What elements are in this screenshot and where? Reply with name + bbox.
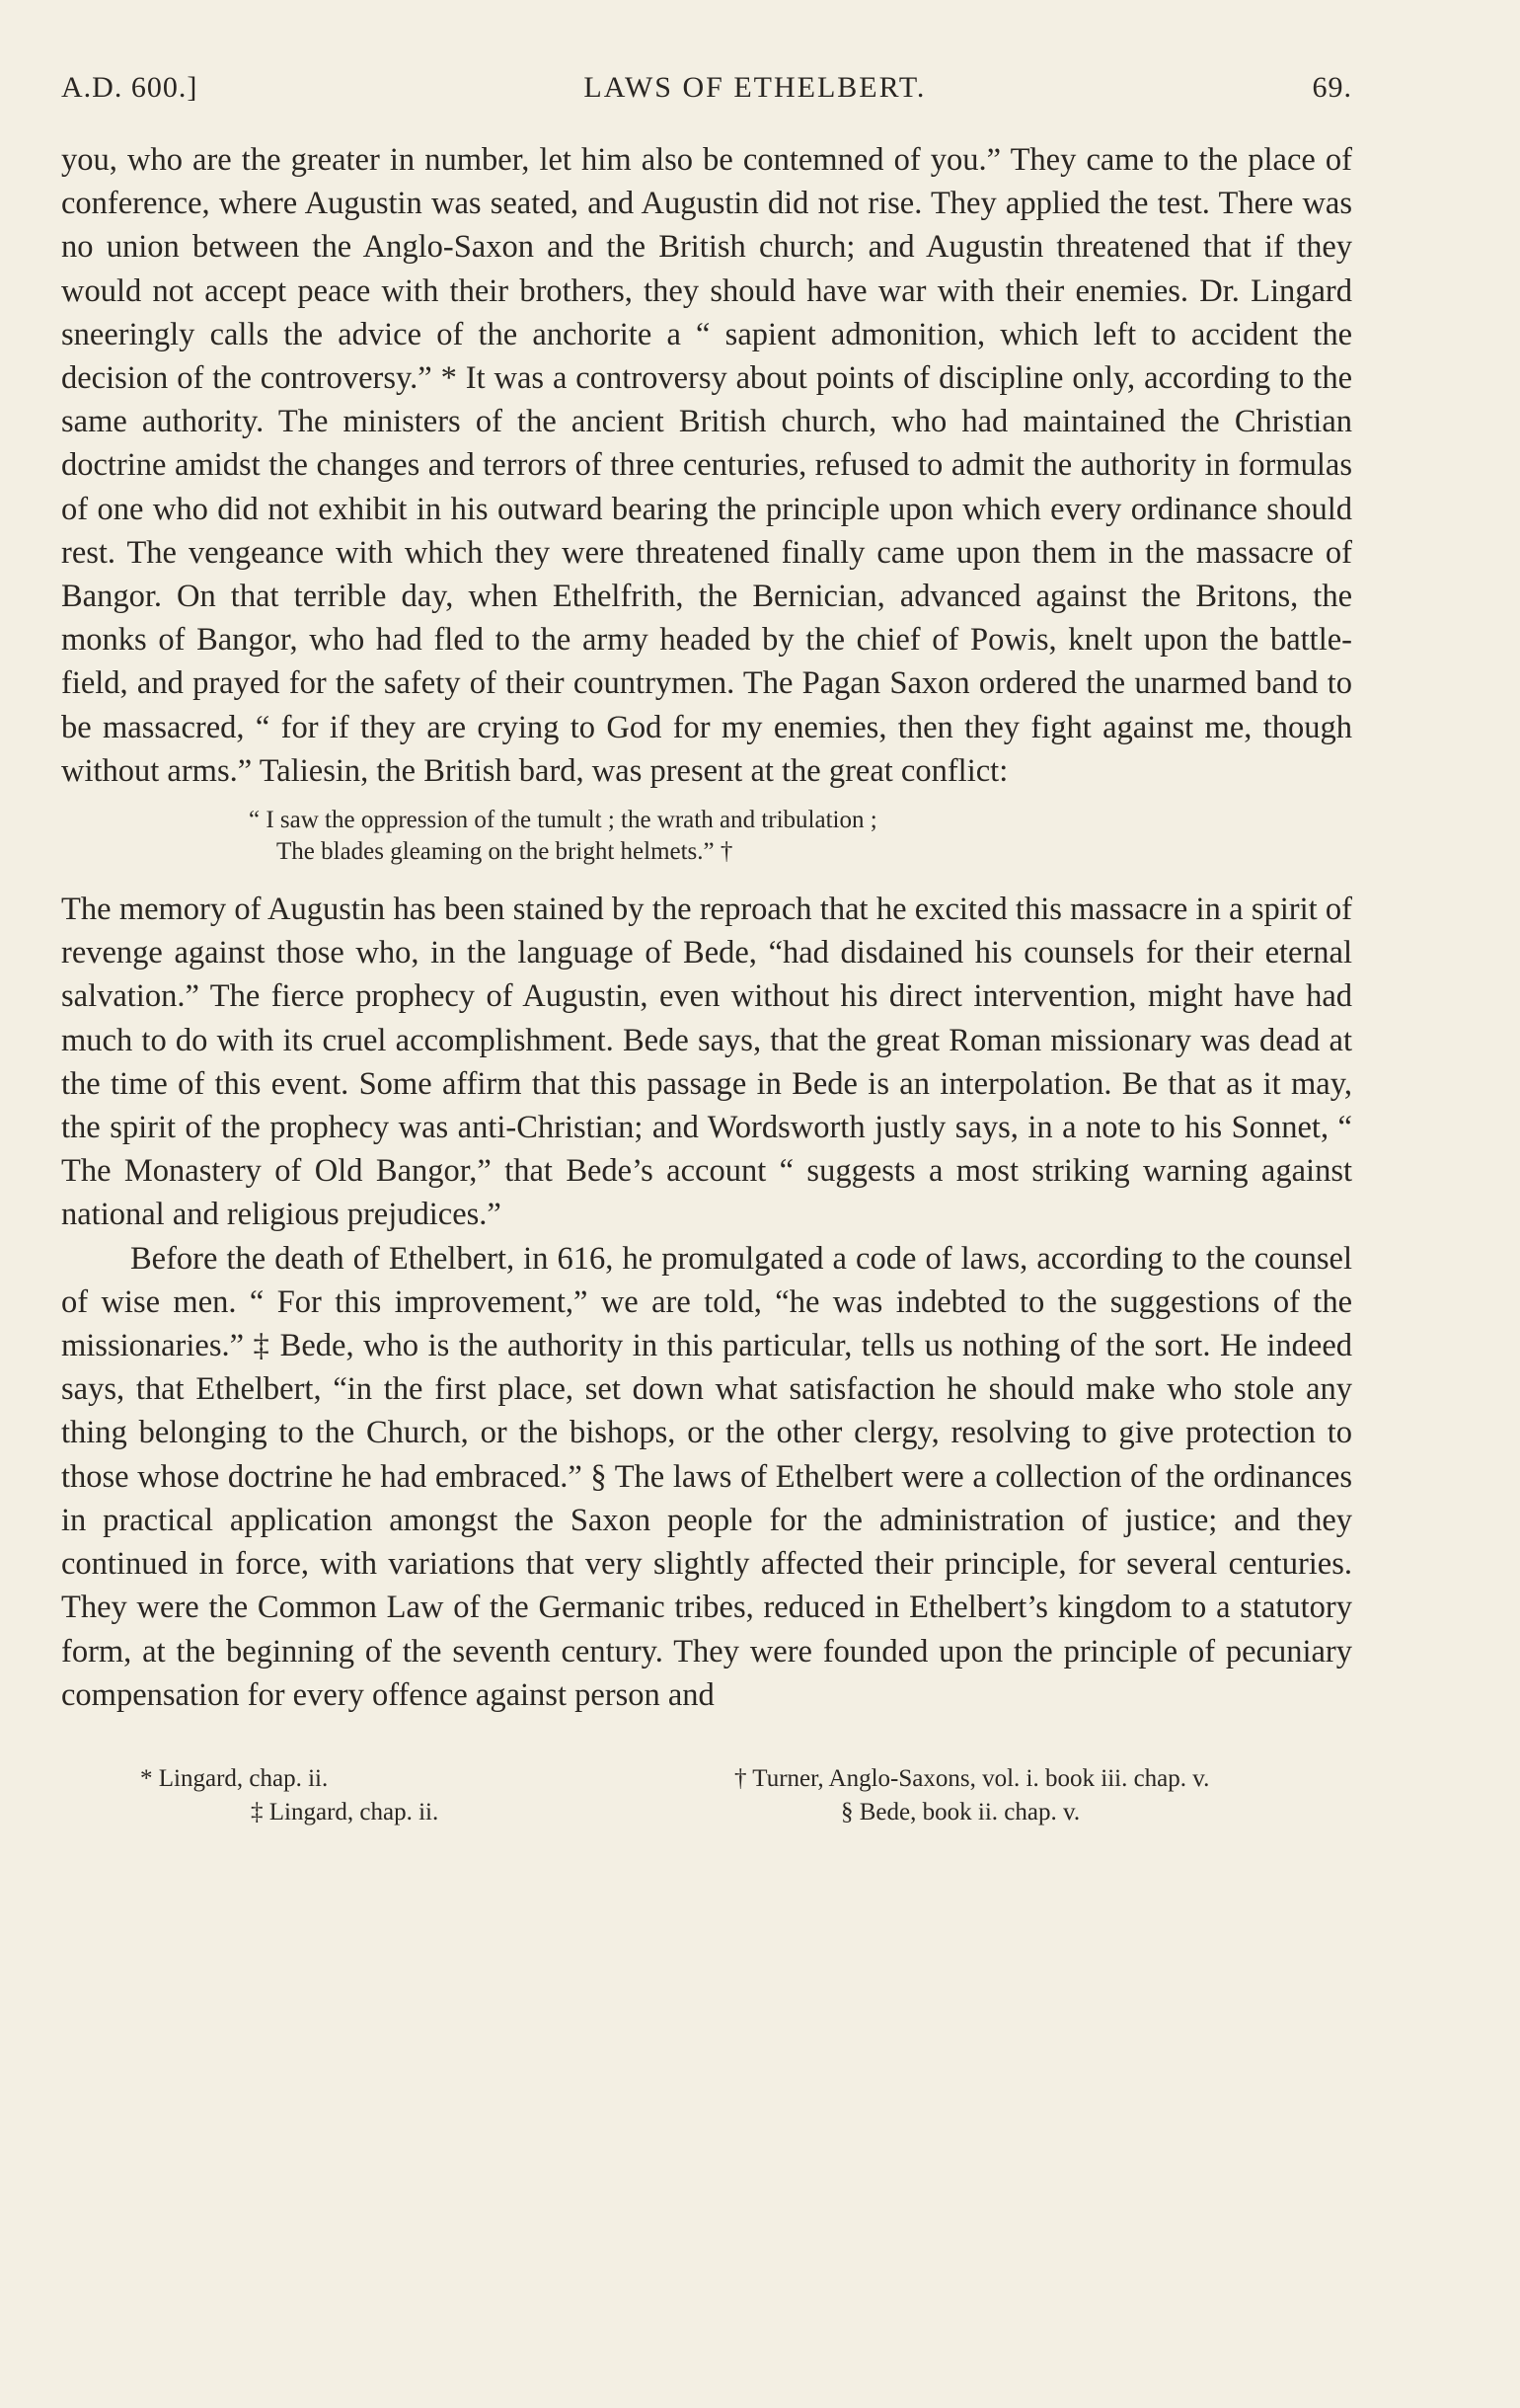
body-text <box>61 138 1352 1717</box>
running-header <box>61 71 1352 105</box>
paragraph: you, who are the greater in number, let him also be contemned of you.” They came to the place of conference, where Augustin was seated, and Augustin did not rise. They applied the test. There was no union between the Anglo-Saxon and the British church; and Augustin threatened that if they would not accept peace with their brothers, they should have war with their enemies. Dr. Lingard sneeringly calls the advice of the anchorite a “ sapient admonition, which left to accident the decision of the controversy.” * It was a controversy about points of discipline only, according to the same authority. The ministers of the ancient British church, who had maintained the Christian doctrine amidst the changes and terrors of three centuries, refused to admit the authority in formulas of one who did not exhibit in his outward bearing the principle upon which every ordinance should rest. The vengeance with which they were threatened finally came upon them in the massacre of Bangor. On that terrible day, when Ethelfrith, the Bernician, advanced against the Britons, the monks of Bangor, who had fled to the army headed by the chief of Powis, knelt upon the battle-field, and prayed for the safety of their countrymen. The Pagan Saxon ordered the unarmed band to be massacred, “ for if they are crying to God for my enemies, then they fight against me, though without arms.” Taliesin, the British bard, was present at the great conflict: <box>61 142 1352 789</box>
footnote: ‡ Lingard, chap. ii. <box>251 1798 439 1825</box>
footnote: § Bede, book ii. chap. v. <box>841 1798 1081 1825</box>
verse-line: “ I saw the oppression of the tumult ; the wrath and tribulation ; <box>249 807 877 834</box>
page-number: 69. <box>1312 71 1352 104</box>
header-title: LAWS OF ETHELBERT. <box>583 71 927 104</box>
footnote: * Lingard, chap. ii. <box>140 1764 329 1792</box>
verse-quotation <box>61 805 1352 868</box>
footnote: † Turner, Anglo-Saxons, vol. i. book iii. chap. v. <box>734 1764 1210 1792</box>
paragraph: The memory of Augustin has been stained by the reproach that he excited this massacre in a spirit of revenge against those who, in the language of Bede, “had disdained his counsels for their eternal salvation.” The fierce prophecy of Augustin, even without his direct intervention, might have had much to do with its cruel accomplishment. Bede says, that the great Roman missionary was dead at the time of this event. Some affirm that this passage in Bede is an interpolation. Be that as it may, the spirit of the prophecy was anti-Christian; and Wordsworth justly says, in a note to his Sonnet, “ The Monastery of Old Bangor,” that Bede’s account “ suggests a most striking warning against national and religious prejudices.” <box>61 892 1352 1233</box>
paragraph: Before the death of Ethelbert, in 616, he promulgated a code of laws, according to the counsel of wise men. “ For this improvement,” we are told, “he was indebted to the suggestions of the missionaries.” ‡ Bede, who is the authority in this particular, tells us nothing of the sort. He indeed says, that Ethelbert, “in the first place, set down what satisfaction he should make who stole any thing belonging to the Church, or the bishops, or the other clergy, resolving to give protection to those whose doctrine he had embraced.” § The laws of Ethelbert were a collection of the ordinances in practical application amongst the Saxon people for the administration of justice; and they continued in force, with variations that very slightly affected their principle, for several centuries. They were the Common Law of the Germanic tribes, reduced in Ethelbert’s kingdom to a statutory form, at the beginning of the seventh century. They were founded upon the principle of pecuniary compensation for every offence against person and <box>61 1240 1352 1713</box>
footnotes <box>61 1762 1352 1829</box>
header-date: A.D. 600.] <box>61 71 198 104</box>
verse-line: The blades gleaming on the bright helmets.” † <box>276 838 733 866</box>
